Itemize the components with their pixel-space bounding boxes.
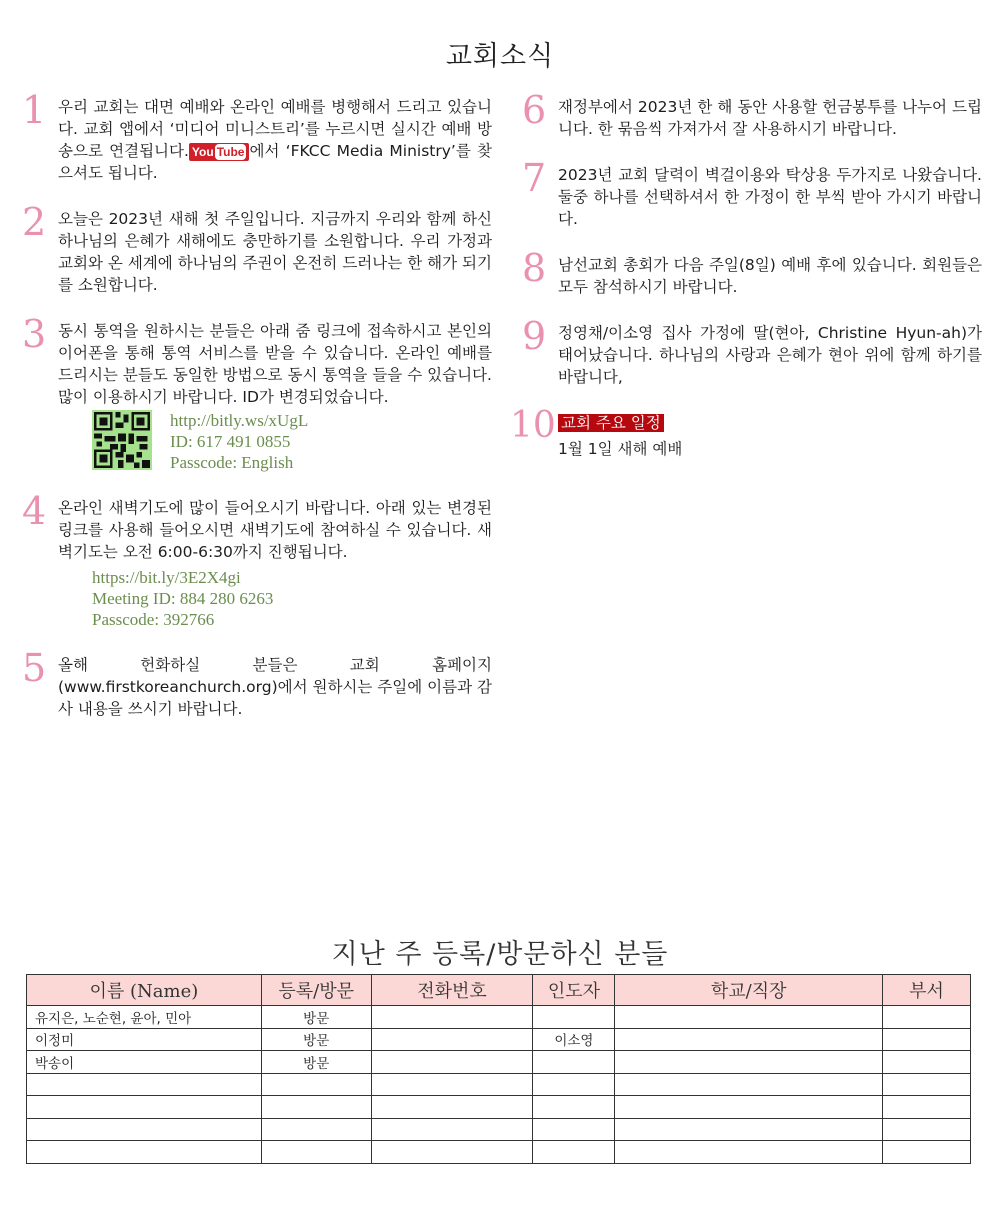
cell-dept (883, 1141, 971, 1164)
cell-phone (371, 1006, 533, 1029)
announcement-number: 1 (22, 88, 47, 132)
announcement-text: 올해 헌화하실 분들은 교회 홈페이지(www.firstkoreanchurch.org)에서 원하시는 주일에 이름과 감사 내용을 쓰시기 바랍니다. (58, 656, 492, 718)
cell-name (27, 1141, 262, 1164)
table-row (27, 1051, 971, 1074)
cell-type (261, 1073, 371, 1096)
column-header: 부서 (883, 975, 971, 1006)
announcement-text: 2023년 교회 달력이 벽걸이용와 탁상용 두가지로 나왔습니다. 둘중 하나를 선택하셔서 한 가정이 한 부씩 받아 가시기 바랍니다. (558, 166, 982, 228)
visitors-title: 지난 주 등록/방문하신 분들 (331, 939, 669, 970)
zoom-passcode: Passcode: English (170, 453, 294, 472)
cell-guide: 이소영 (533, 1028, 615, 1051)
zoom-id: ID: 617 491 0855 (170, 432, 291, 451)
table-row (27, 1141, 971, 1164)
cell-dept (883, 1006, 971, 1029)
cell-school (615, 1051, 883, 1074)
qr-code-icon[interactable] (92, 410, 152, 470)
announcement-10 (510, 405, 982, 460)
column-header: 인도자 (533, 975, 615, 1006)
announcement-8 (522, 246, 982, 298)
announcement-text: 우리 교회는 대면 예배와 온라인 예배를 병행해서 드리고 있습니다. 교회 앱에서 ‘미디어 미니스트리’를 누르시면 실시간 예배 방송으로 연결됩니다. (58, 98, 492, 160)
cell-name (27, 1096, 262, 1119)
cell-type: 방문 (261, 1006, 371, 1029)
table-row (27, 1096, 971, 1119)
visitors-table (26, 974, 971, 1164)
announcement-text: 동시 통역을 원하시는 분들은 아래 줌 링크에 접속하시고 본인의 이어폰을 통해 통역 서비스를 받을 수 있습니다. 온라인 예배를 드리시는 분들도 동일한 방법으로 동시 통역을 들을 수 있습니다. 많이 이용하시기 바랍니다. ID가 변경되었습니다. (58, 322, 492, 406)
cell-type (261, 1141, 371, 1164)
announcement-number: 5 (22, 646, 47, 690)
cell-dept (883, 1028, 971, 1051)
table-row (27, 1073, 971, 1096)
column-header: 이름 (Name) (27, 975, 262, 1006)
cell-guide (533, 1073, 615, 1096)
announcement-2 (22, 200, 492, 296)
announcement-number: 8 (522, 246, 547, 290)
cell-guide (533, 1141, 615, 1164)
announcement-text: 온라인 새벽기도에 많이 들어오시기 바랍니다. 아래 있는 변경된 링크를 사용해 들어오시면 새벽기도에 참여하실 수 있습니다. 새벽기도는 오전 6:00-6:30까지 진행됩니다. (58, 499, 492, 561)
cell-dept (883, 1118, 971, 1141)
cell-guide (533, 1096, 615, 1119)
cell-name (27, 1118, 262, 1141)
cell-guide (533, 1118, 615, 1141)
meeting-passcode: Passcode: 392766 (92, 610, 215, 629)
cell-school (615, 1141, 883, 1164)
column-header: 학교/직장 (615, 975, 883, 1006)
cell-dept (883, 1073, 971, 1096)
cell-school (615, 1028, 883, 1051)
schedule-heading: 교회 주요 일정 (558, 414, 664, 432)
announcement-5 (22, 646, 492, 720)
cell-guide (533, 1006, 615, 1029)
column-header: 등록/방문 (261, 975, 371, 1006)
announcement-text: 정영채/이소영 집사 가정에 딸(현아, Christine Hyun-ah)가 태어났습니다. 하나님의 사랑과 은혜가 현아 위에 함께 하기를 바랍니다, (558, 324, 982, 386)
table-header-row (27, 975, 971, 1006)
announcement-text: 에서 ‘FKCC Media Ministry’를 찾으셔도 됩니다. (58, 142, 492, 182)
zoom-info (92, 410, 492, 473)
cell-phone (371, 1141, 533, 1164)
zoom-link[interactable]: http://bitly.ws/xUgL (170, 411, 309, 430)
table-row (27, 1118, 971, 1141)
cell-phone (371, 1118, 533, 1141)
cell-name: 유지은, 노순현, 윤아, 민아 (27, 1006, 262, 1029)
cell-type: 방문 (261, 1051, 371, 1074)
cell-school (615, 1073, 883, 1096)
announcement-number: 2 (22, 200, 47, 244)
announcement-3 (22, 312, 492, 473)
announcement-number: 7 (522, 156, 547, 200)
cell-name: 이정미 (27, 1028, 262, 1051)
announcement-number: 4 (22, 489, 47, 533)
cell-name: 박송이 (27, 1051, 262, 1074)
announcement-number: 9 (522, 314, 547, 358)
cell-school (615, 1096, 883, 1119)
cell-phone (371, 1073, 533, 1096)
announcements-left-column (22, 88, 492, 744)
announcement-text: 재정부에서 2023년 한 해 동안 사용할 헌금봉투를 나누어 드립니다. 한 묶음씩 가져가서 잘 사용하시기 바랍니다. (558, 98, 982, 138)
cell-dept (883, 1051, 971, 1074)
cell-school (615, 1118, 883, 1141)
prayer-link[interactable]: https://bit.ly/3E2X4gi (92, 568, 241, 587)
cell-type (261, 1096, 371, 1119)
cell-type: 방문 (261, 1028, 371, 1051)
youtube-logo-icon[interactable]: You Tube (189, 143, 250, 161)
announcements-right-column (510, 88, 982, 484)
announcement-text: 남선교회 총회가 다음 주일(8일) 예배 후에 있습니다. 회원들은 모두 참석하시기 바랍니다. (558, 256, 982, 296)
cell-phone (371, 1028, 533, 1051)
meeting-id: Meeting ID: 884 280 6263 (92, 589, 274, 608)
page-title: 교회소식 (445, 41, 555, 72)
announcement-6 (522, 88, 982, 140)
schedule-item: 1월 1일 새해 예배 (558, 440, 683, 458)
cell-name (27, 1073, 262, 1096)
cell-phone (371, 1096, 533, 1119)
announcement-number: 3 (22, 312, 47, 356)
announcement-4 (22, 489, 492, 630)
table-row (27, 1006, 971, 1029)
cell-guide (533, 1051, 615, 1074)
announcement-9 (522, 314, 982, 388)
announcement-number: 10 (510, 405, 556, 446)
announcement-1 (22, 88, 492, 184)
announcement-number: 6 (522, 88, 547, 132)
cell-dept (883, 1096, 971, 1119)
cell-type (261, 1118, 371, 1141)
announcement-text: 오늘은 2023년 새해 첫 주일입니다. 지금까지 우리와 함께 하신 하나님의 은혜가 새해에도 충만하기를 소원합니다. 우리 가정과 교회와 온 세계에 하나님의 주권이 온전히 드러나는 한 해가 되기를 소원합니다. (58, 210, 492, 294)
column-header: 전화번호 (371, 975, 533, 1006)
cell-school (615, 1006, 883, 1029)
announcement-7 (522, 156, 982, 230)
table-row (27, 1028, 971, 1051)
cell-phone (371, 1051, 533, 1074)
